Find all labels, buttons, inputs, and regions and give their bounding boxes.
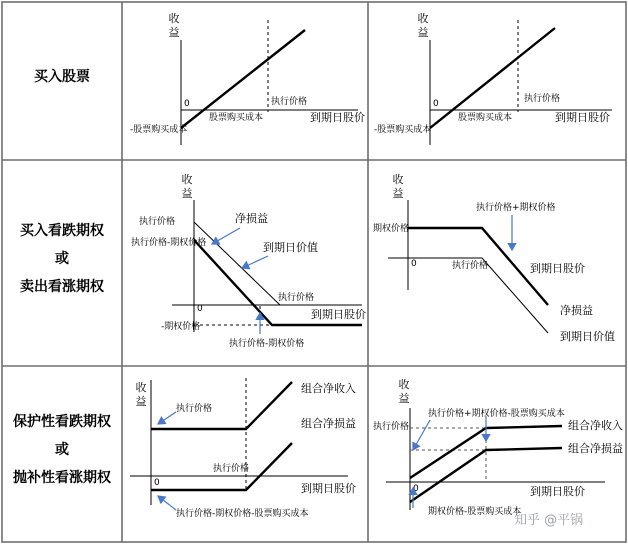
origin-label: 0 <box>433 99 439 109</box>
row-2-line-1: 买入看跌期权 <box>20 223 104 239</box>
strike-plus-premium-label: 执行价格+期权价格 <box>476 203 556 213</box>
y-axis-label-bottom: 益 <box>417 26 429 39</box>
strike-label: 执行价格 <box>176 404 213 414</box>
strike-x-label: 执行价格 <box>278 293 315 303</box>
y-axis-label-top: 收 <box>392 173 404 186</box>
origin-label: 0 <box>184 99 190 109</box>
y-axis-label-bottom: 益 <box>398 392 410 405</box>
bottom-label: 执行价格-期权价格-股票购买成本 <box>176 509 309 519</box>
value-label: 到期日价值 <box>263 241 318 254</box>
x-axis-label: 到期日股价 <box>310 111 365 124</box>
combo-income-label: 组合净收入 <box>568 419 623 432</box>
diagram-long-stock-right <box>374 11 612 145</box>
diagram-covered-call-right <box>373 377 623 517</box>
cost-label: 股票购买成本 <box>458 113 513 123</box>
diagram-long-stock-left <box>130 11 365 145</box>
y-axis-label-top: 收 <box>168 12 180 25</box>
strike-arrow <box>413 420 430 450</box>
cost-label: 股票购买成本 <box>209 113 264 123</box>
strike-arrow <box>158 412 176 424</box>
x-axis-label: 到期日股价 <box>301 482 356 495</box>
row-3-line-1: 保护性看跌期权 <box>13 414 111 430</box>
net-arrow <box>212 228 240 244</box>
top-label: 执行价格+期权价格-股票购买成本 <box>428 409 565 419</box>
x-axis-label: 到期日股价 <box>530 262 585 275</box>
y-axis-label-bottom: 益 <box>392 187 404 200</box>
strike-label: 执行价格 <box>524 94 561 104</box>
y-axis-label-top: 收 <box>398 378 410 391</box>
row-3-line-2: 或 <box>55 442 69 458</box>
combo-income-label: 组合净收入 <box>301 382 356 395</box>
net-label: 净损益 <box>235 212 268 225</box>
row-label-1 <box>34 68 90 85</box>
strike-x-label: 执行价格 <box>213 464 250 474</box>
y-axis-label-bottom: 益 <box>135 395 147 408</box>
strike-label: 执行价格 <box>271 97 308 107</box>
value-arrow <box>242 256 268 268</box>
strike-label: 执行价格 <box>139 217 176 227</box>
row-3-line-3: 抛补性看涨期权 <box>13 470 111 486</box>
strike-x-label: 执行价格 <box>452 261 489 271</box>
net-label: 净损益 <box>560 304 593 317</box>
x-axis-label: 到期日股价 <box>555 111 610 124</box>
row-label-2 <box>20 222 105 295</box>
diagram-short-call-right <box>373 172 615 343</box>
combo-net-label: 组合净损益 <box>301 417 356 430</box>
strike-label: 执行价格 <box>373 422 410 432</box>
diagram-long-put-left <box>131 172 366 349</box>
bottom-arrow <box>158 496 176 510</box>
y-axis-label-top: 收 <box>135 381 147 394</box>
y-axis-label-top: 收 <box>417 12 429 25</box>
diagram-protective-put-left <box>130 378 356 519</box>
x-axis-label: 到期日股价 <box>311 308 366 321</box>
origin-label: 0 <box>411 259 417 269</box>
breakeven-label: 执行价格-期权价格 <box>229 339 305 349</box>
row-1-line-1: 买入股票 <box>34 69 90 85</box>
combo-income-line <box>151 382 292 429</box>
neg-cost-label: -股票购买成本 <box>374 125 432 135</box>
neg-cost-label: -股票购买成本 <box>130 125 188 135</box>
y-axis-label-bottom: 益 <box>181 187 193 200</box>
x-axis-label: 到期日股价 <box>530 485 585 498</box>
row-label-3 <box>12 413 112 486</box>
value-label: 到期日价值 <box>560 330 615 343</box>
y-axis-label-bottom: 益 <box>168 26 180 39</box>
bottom-label: 期权价格-股票购买成本 <box>428 507 522 517</box>
watermark: 知乎 @平锅 <box>514 513 584 528</box>
neg-premium-label: -期权价格 <box>161 322 201 332</box>
origin-label: 0 <box>413 484 419 494</box>
premium-label: 期权价格 <box>373 224 410 234</box>
origin-label: 0 <box>154 478 160 488</box>
combo-net-label: 组合净损益 <box>568 442 623 455</box>
strike-minus-premium-label: 执行价格-期权价格 <box>131 238 207 248</box>
y-axis-label-top: 收 <box>181 173 193 186</box>
origin-label: 0 <box>197 304 203 314</box>
row-2-line-3: 卖出看涨期权 <box>20 279 104 295</box>
row-2-line-2: 或 <box>55 251 69 267</box>
